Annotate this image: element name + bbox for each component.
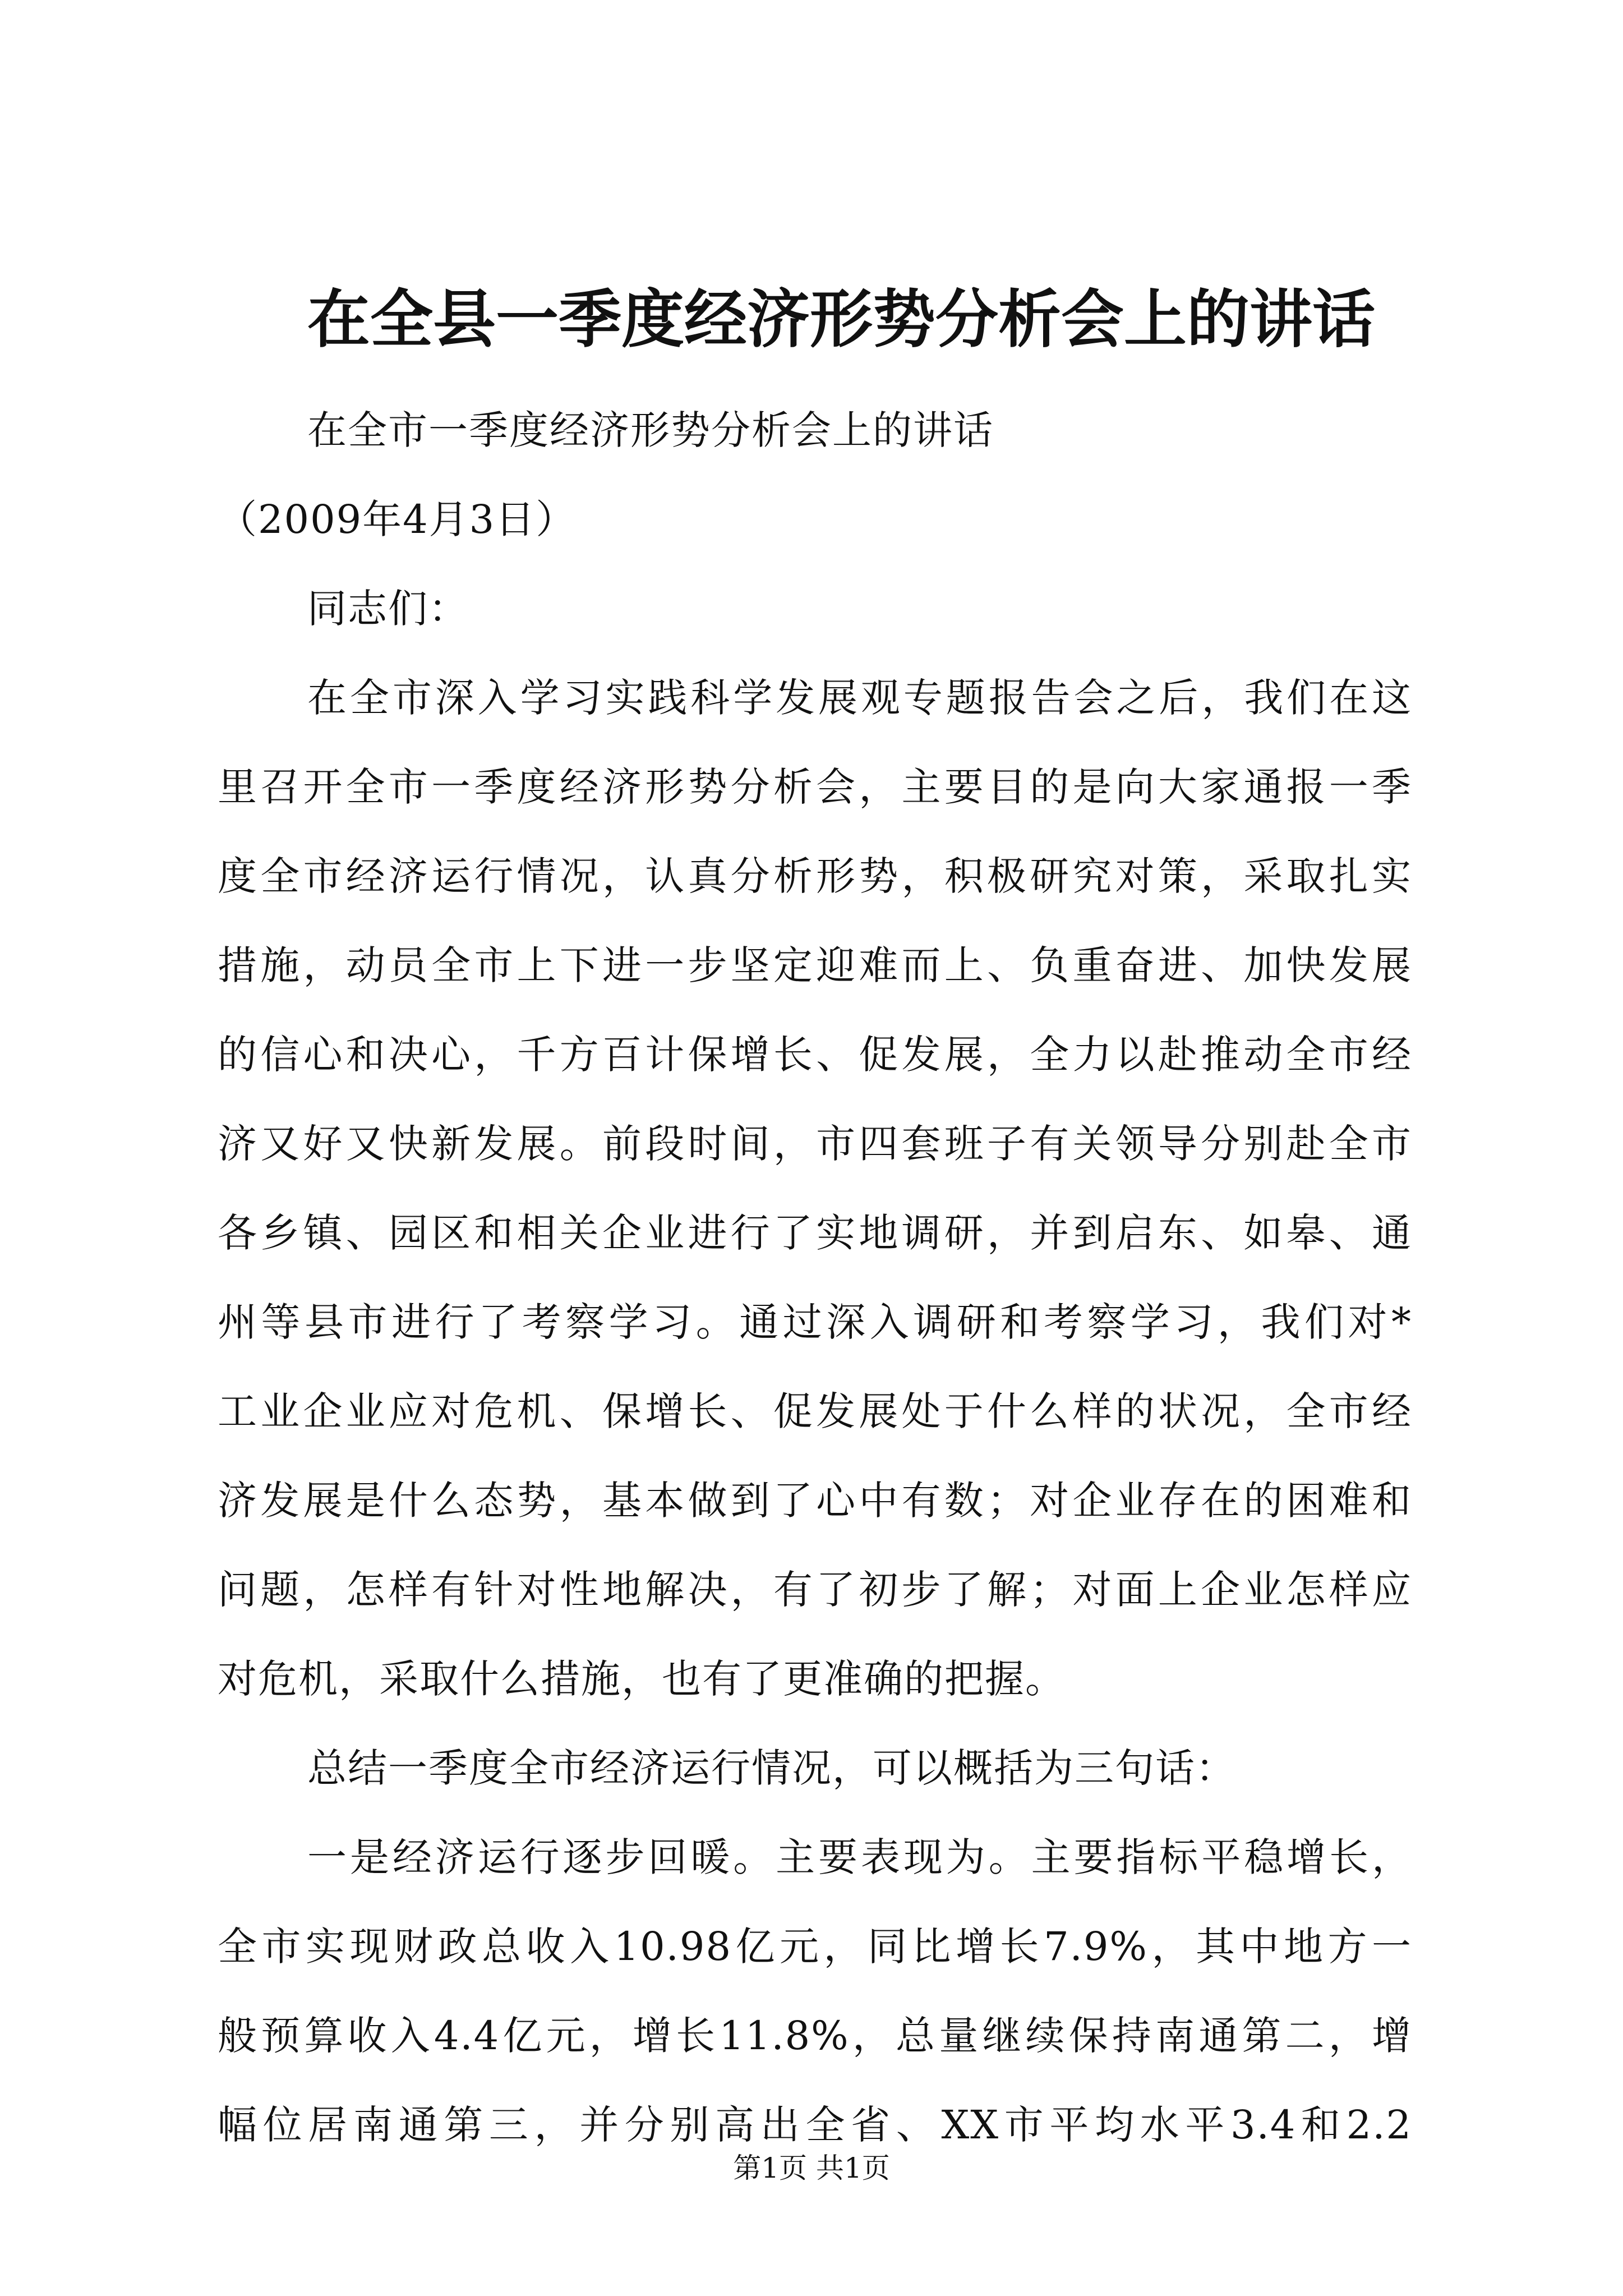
paragraph-line: 工业企业应对危机、保增长、促发展处于什么样的状况，全市经 [218,1388,1412,1434]
paragraph-line: 对危机，采取什么措施，也有了更准确的把握。 [218,1656,1066,1702]
paragraph-line: 济发展是什么态势，基本做到了心中有数；对企业存在的困难和 [218,1478,1412,1524]
paragraph-line: 在全市深入学习实践科学发展观专题报告会之后，我们在这 [307,675,1412,721]
paragraph-line: 措施，动员全市上下进一步坚定迎难而上、负重奋进、加快发展 [218,942,1412,988]
paragraph-line: 般预算收入4.4亿元，增长11.8%，总量继续保持南通第二，增 [218,2013,1412,2059]
paragraph-line: 全市实现财政总收入10.98亿元，同比增长7.9%，其中地方一 [218,1924,1412,1970]
paragraph-line: 的信心和决心，千方百计保增长、促发展，全力以赴推动全市经 [218,1032,1412,1078]
paragraph-line: 度全市经济运行情况，认真分析形势，积极研究对策，采取扎实 [218,853,1412,899]
date-line: （2009年4月3日） [218,496,577,542]
paragraph-line: 各乡镇、园区和相关企业进行了实地调研，并到启东、如皋、通 [218,1210,1412,1256]
salutation-line: 同志们： [307,586,469,632]
paragraph-line: 问题，怎样有针对性地解决，有了初步了解；对面上企业怎样应 [218,1567,1412,1613]
paragraph-line: 州等县市进行了考察学习。通过深入调研和考察学习，我们对* [218,1299,1412,1345]
paragraph-line: 幅位居南通第三，并分别高出全省、XX市平均水平3.4和2.2 [218,2102,1412,2148]
paragraph-line: 总结一季度全市经济运行情况，可以概括为三句话： [307,1745,1236,1791]
paragraph-line: 一是经济运行逐步回暖。主要表现为。主要指标平稳增长， [307,1834,1412,1880]
document-title: 在全县一季度经济形势分析会上的讲话 [307,283,1375,356]
subtitle-line: 在全市一季度经济形势分析会上的讲话 [307,407,994,453]
page-footer: 第1页 共1页 [733,2152,890,2184]
document-body [218,386,1412,2170]
paragraph-line: 济又好又快新发展。前段时间，市四套班子有关领导分别赴全市 [218,1121,1412,1167]
paragraph-line: 里召开全市一季度经济形势分析会，主要目的是向大家通报一季 [218,764,1412,810]
